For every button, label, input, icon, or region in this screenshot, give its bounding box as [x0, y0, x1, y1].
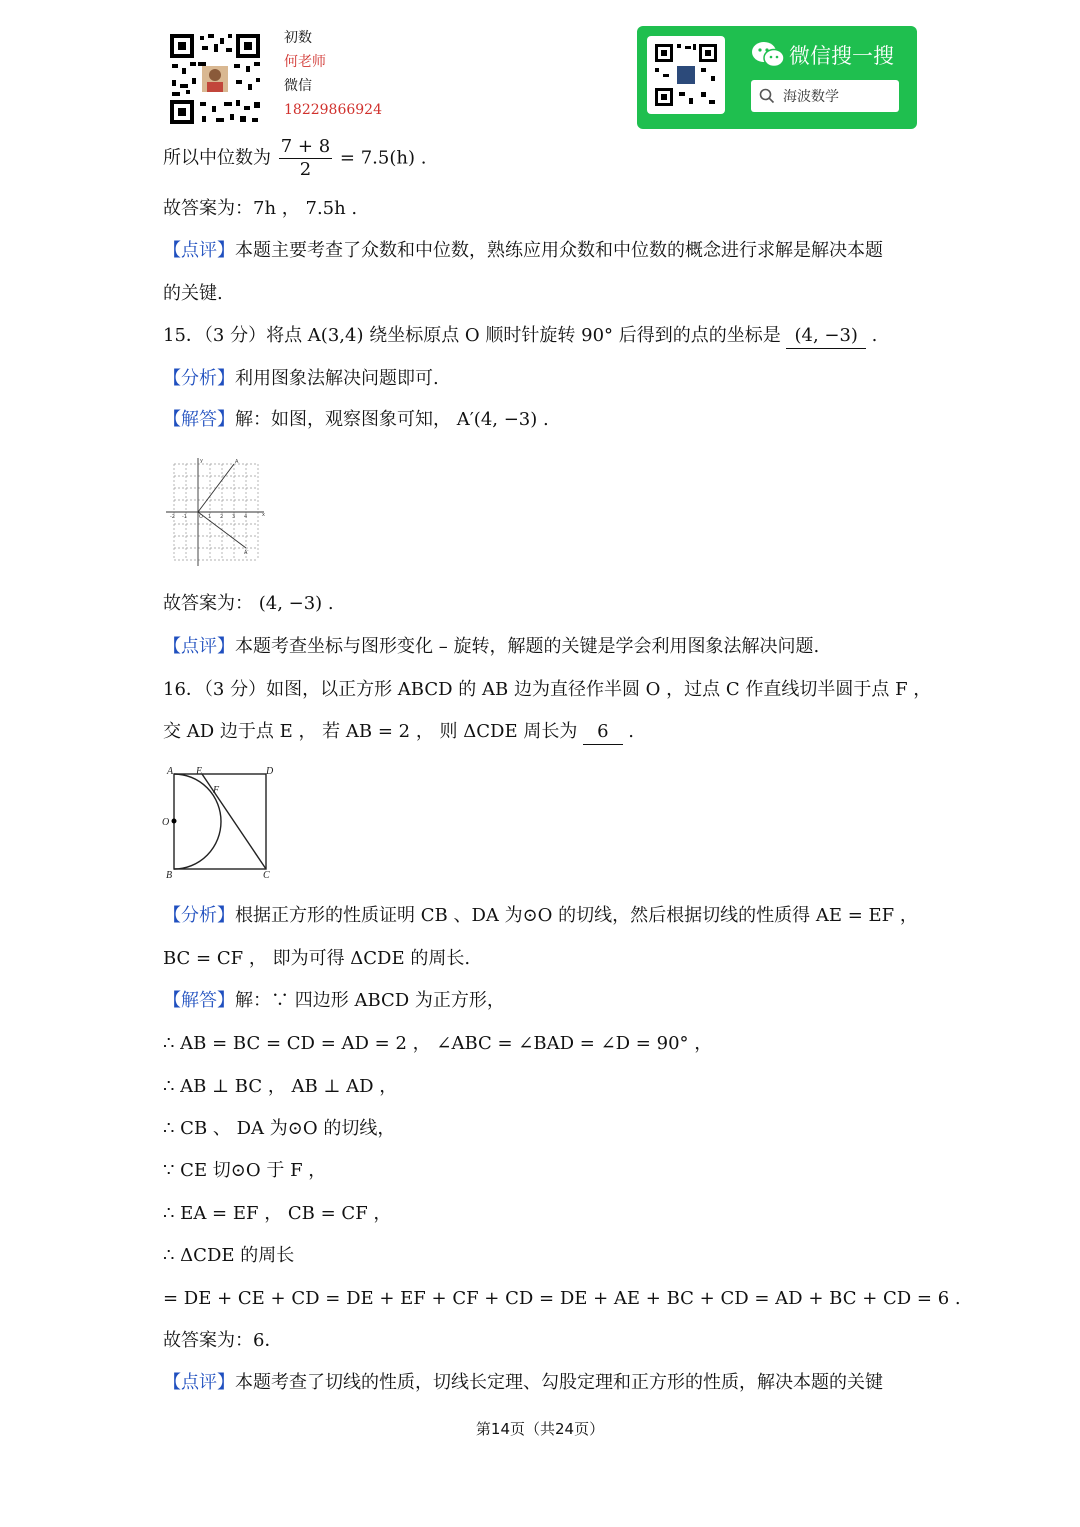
analysis-tag: 【分析】: [163, 905, 235, 926]
question-15-text: 15．（3 分）将点 A(3,4) 绕坐标原点 O 顺时针旋转 90° 后得到的点的坐标是: [163, 325, 787, 346]
solution-step-3: ∴ CB 、 DA 为⊙O 的切线，: [163, 1118, 396, 1139]
wechat-search-banner: [637, 26, 917, 129]
svg-text:1: 1: [208, 514, 212, 520]
analysis-text: 根据正方形的性质证明 CB 、DA 为⊙O 的切线，然后根据切线的性质得 AE = EF ，: [235, 905, 918, 926]
analysis-16-cont: BC = CF ， 即为可得 ΔCDE 的周长.: [163, 948, 471, 969]
fraction-numerator: 7 + 8: [280, 136, 331, 157]
solution-text: 解：如图，观察图象可知， A′(4, −3) .: [235, 409, 549, 430]
svg-text:A′: A′: [244, 550, 249, 556]
svg-text:x: x: [262, 512, 265, 518]
question-16-text: 交 AD 边于点 E ， 若 AB = 2 ， 则 ΔCDE 周长为: [163, 721, 584, 742]
analysis-tag: 【分析】: [163, 368, 235, 389]
comment-14: [163, 239, 883, 263]
qr-code-image: [168, 32, 262, 126]
question-15-answer: (4, −3): [786, 324, 865, 349]
svg-text:3: 3: [232, 514, 236, 520]
header-line-3: 微信: [284, 78, 312, 94]
question-16-cont: [163, 720, 634, 745]
svg-text:O: O: [199, 514, 203, 520]
comment-15: [163, 635, 819, 659]
label-F: F: [213, 785, 220, 796]
header-phone: 18229866924: [284, 102, 382, 118]
search-icon: [759, 88, 775, 104]
fraction-denominator: 2: [299, 159, 312, 180]
solution-step-6: ∴ ΔCDE 的周长: [163, 1245, 295, 1266]
svg-text:2: 2: [220, 514, 224, 520]
solution-tag: 【解答】: [163, 990, 235, 1011]
solution-15: [163, 408, 549, 432]
solution-tag: 【解答】: [163, 409, 235, 430]
comment-16: [163, 1371, 883, 1395]
square-semicircle-figure: [160, 762, 280, 882]
analysis-16: [163, 904, 918, 928]
header-teacher-name: 何老师: [284, 54, 326, 70]
wechat-search-title: 微信搜一搜: [789, 44, 894, 68]
svg-text:y: y: [200, 458, 203, 464]
svg-text:-2: -2: [170, 514, 175, 520]
comment-14-cont: 的关键.: [163, 283, 223, 304]
question-16-answer: 6: [583, 720, 622, 745]
header-line-1: 初数: [284, 30, 312, 46]
wechat-search-box: [751, 80, 899, 112]
solution-step-7: = DE + CE + CD = DE + EF + CF + CD = DE + AE + BC + CD = AD + BC + CD = 6 .: [163, 1288, 961, 1309]
median-line: [163, 136, 426, 181]
solution-step-1: ∴ AB = BC = CD = AD = 2 ， ∠ABC = ∠BAD = ∠D = 90° ，: [163, 1033, 713, 1054]
page-footer: 第14页（共24页）: [475, 1420, 605, 1438]
question-15-end: .: [865, 325, 878, 346]
analysis-text: 利用图象法解决问题即可.: [235, 368, 439, 389]
answer-line-16: 故答案为：6．: [163, 1330, 283, 1351]
comment-text: 本题考查了切线的性质，切线长定理、勾股定理和正方形的性质，解决本题的关键: [235, 1372, 883, 1393]
median-text: 所以中位数为: [163, 147, 271, 169]
label-C: C: [263, 870, 270, 881]
answer-line-14: 故答案为：7h ， 7.5h .: [163, 198, 358, 219]
analysis-15: [163, 367, 439, 391]
question-16-end: .: [622, 721, 634, 742]
comment-text: 本题主要考查了众数和中位数，熟练应用众数和中位数的概念进行求解是解决本题: [235, 240, 883, 261]
svg-text:-1: -1: [182, 514, 187, 520]
label-A: A: [167, 766, 174, 777]
median-result: = 7.5(h) .: [339, 147, 427, 169]
solution-step-2: ∴ AB ⊥ BC ， AB ⊥ AD ，: [163, 1076, 398, 1097]
comment-tag: 【点评】: [163, 636, 235, 657]
comment-text: 本题考查坐标与图形变化 – 旋转，解题的关键是学会利用图象法解决问题.: [235, 636, 820, 657]
coordinate-grid-figure: [164, 456, 268, 568]
label-O: O: [162, 817, 170, 828]
svg-text:4: 4: [244, 514, 248, 520]
median-fraction: [279, 136, 332, 181]
wechat-search-text: 海波数学: [783, 89, 839, 105]
label-E: E: [196, 766, 203, 777]
label-B: B: [166, 870, 173, 881]
solution-step-4: ∵ CE 切⊙O 于 F ，: [163, 1160, 327, 1181]
wechat-logo-icon: [751, 40, 785, 70]
question-16: 16．（3 分）如图，以正方形 ABCD 的 AB 边为直径作半圆 O ，过点 C 作直线切半圆于点 F ，: [163, 679, 932, 700]
solution-text: 解：∵ 四边形 ABCD 为正方形，: [235, 990, 505, 1011]
solution-16: [163, 989, 505, 1013]
answer-line-15: 故答案为： (4, −3) .: [163, 593, 334, 614]
comment-tag: 【点评】: [163, 240, 235, 261]
question-15: [163, 324, 877, 349]
wechat-qr-code: [647, 36, 725, 114]
solution-step-5: ∴ EA = EF ， CB = CF ，: [163, 1203, 392, 1224]
label-D: D: [266, 766, 274, 777]
comment-tag: 【点评】: [163, 1372, 235, 1393]
svg-text:A: A: [235, 459, 239, 465]
